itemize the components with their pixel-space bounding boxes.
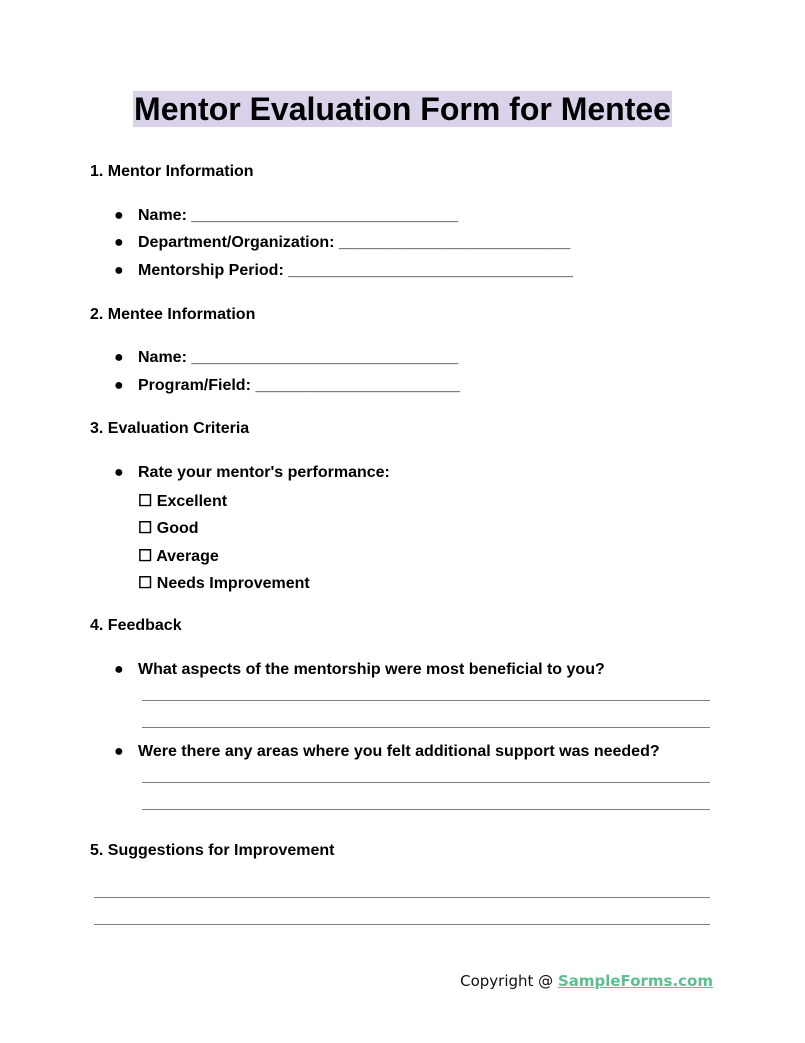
answer-line[interactable]	[142, 700, 710, 701]
mentorship-period-field[interactable]: Mentorship Period: ________________________________	[138, 262, 573, 279]
checkbox-excellent[interactable]: ☐ Excellent	[138, 493, 228, 510]
copyright-text: Copyright @	[460, 972, 558, 990]
section-heading-mentor-information: 1. Mentor Information	[90, 163, 254, 180]
bullet-icon: ●	[114, 234, 124, 251]
section-heading-mentee-information: 2. Mentee Information	[90, 306, 256, 323]
page-title: Mentor Evaluation Form for Mentee	[134, 91, 671, 127]
rating-prompt: Rate your mentor's performance:	[138, 464, 390, 481]
sampleforms-link[interactable]: SampleForms.com	[557, 972, 713, 990]
bullet-icon: ●	[114, 464, 124, 481]
title-container	[0, 91, 805, 127]
answer-line[interactable]	[94, 924, 710, 925]
answer-line[interactable]	[142, 809, 710, 810]
program-field[interactable]: Program/Field: _______________________	[138, 377, 461, 394]
section-heading-suggestions: 5. Suggestions for Improvement	[90, 842, 335, 859]
bullet-icon: ●	[114, 661, 124, 678]
bullet-icon: ●	[114, 743, 124, 760]
bullet-icon: ●	[114, 377, 124, 394]
answer-line[interactable]	[94, 897, 710, 898]
bullet-icon: ●	[114, 207, 124, 224]
section-heading-evaluation-criteria: 3. Evaluation Criteria	[90, 420, 250, 437]
bullet-icon: ●	[114, 262, 124, 279]
copyright-footer	[460, 972, 713, 990]
answer-line[interactable]	[142, 782, 710, 783]
checkbox-good[interactable]: ☐ Good	[138, 520, 199, 537]
feedback-question-support: Were there any areas where you felt additional support was needed?	[138, 743, 660, 760]
section-heading-feedback: 4. Feedback	[90, 617, 182, 634]
mentor-department-field[interactable]: Department/Organization: __________________________	[138, 234, 571, 251]
checkbox-needs-improvement[interactable]: ☐ Needs Improvement	[138, 575, 310, 592]
mentor-name-field[interactable]: Name: ______________________________	[138, 207, 459, 224]
feedback-question-beneficial: What aspects of the mentorship were most beneficial to you?	[138, 661, 605, 678]
mentee-name-field[interactable]: Name: ______________________________	[138, 349, 459, 366]
bullet-icon: ●	[114, 349, 124, 366]
checkbox-average[interactable]: ☐ Average	[138, 548, 219, 565]
answer-line[interactable]	[142, 727, 710, 728]
